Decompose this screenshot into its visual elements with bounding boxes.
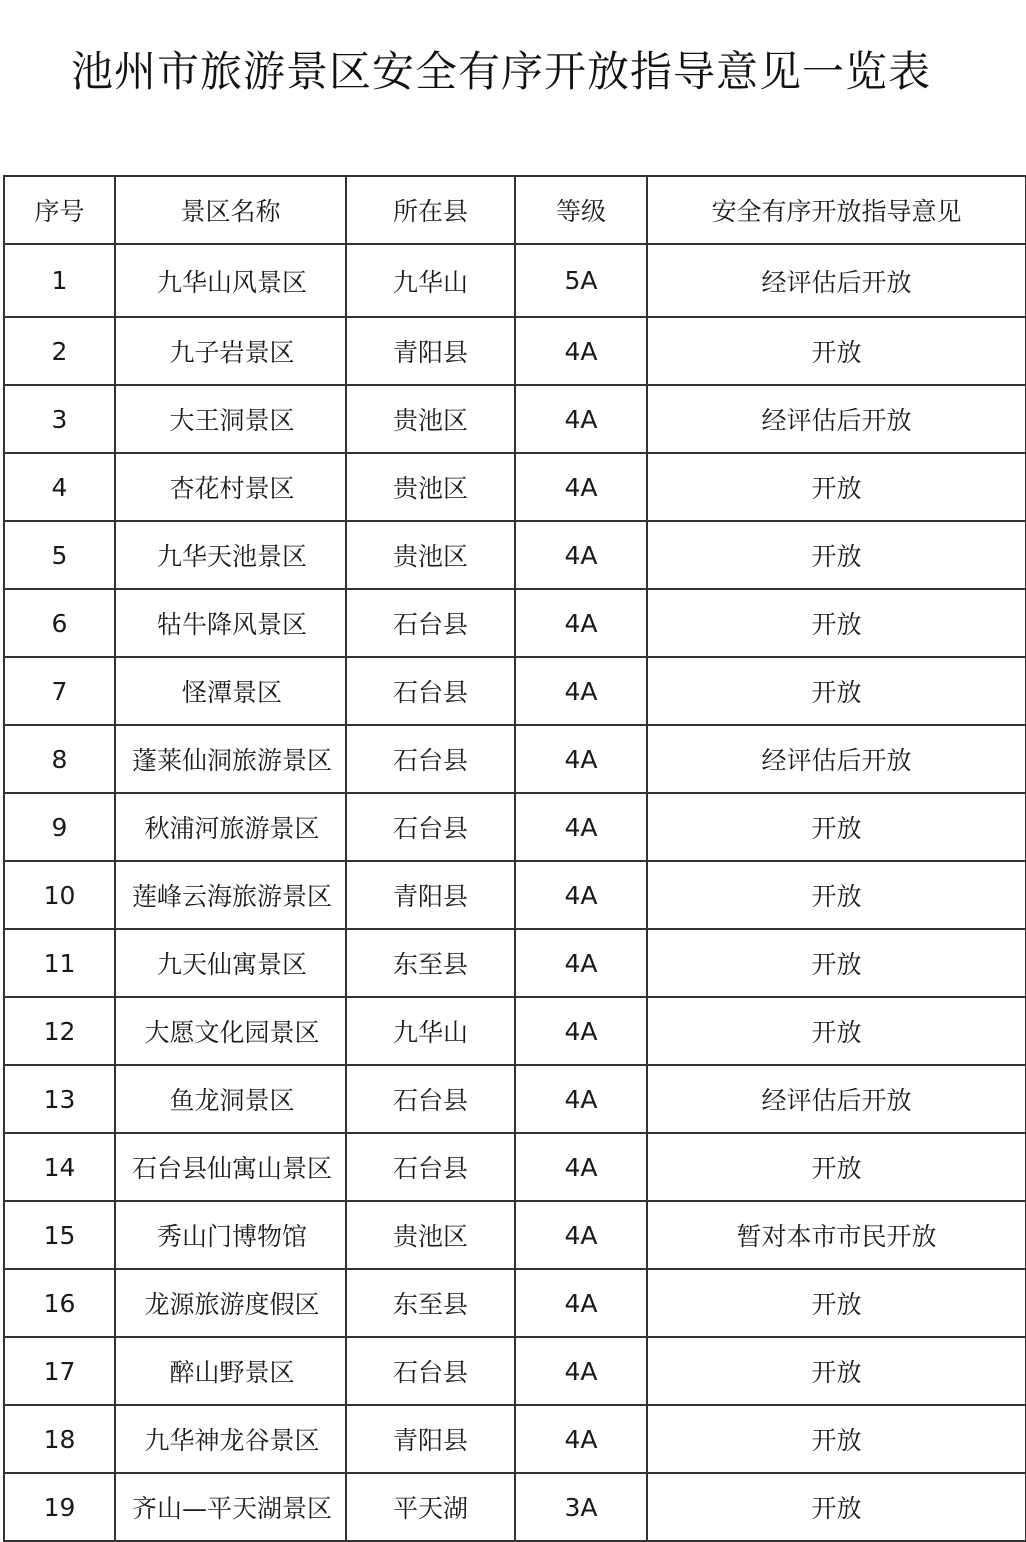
- cell-opinion: 开放: [647, 861, 1026, 929]
- header-level: 等级: [515, 176, 647, 244]
- cell-county: 石台县: [346, 725, 515, 793]
- cell-name: 秋浦河旅游景区: [115, 793, 346, 861]
- cell-county: 青阳县: [346, 1405, 515, 1473]
- cell-opinion: 开放: [647, 453, 1026, 521]
- table-row: [4, 793, 1026, 861]
- cell-opinion: 开放: [647, 657, 1026, 725]
- cell-index: 15: [4, 1201, 115, 1269]
- table-body: [4, 244, 1026, 1541]
- table-row: [4, 1405, 1026, 1473]
- cell-index: 8: [4, 725, 115, 793]
- table-row: [4, 657, 1026, 725]
- cell-opinion: 开放: [647, 589, 1026, 657]
- cell-name: 大王洞景区: [115, 385, 346, 453]
- table-row: [4, 589, 1026, 657]
- cell-county: 九华山: [346, 244, 515, 317]
- cell-name: 鱼龙洞景区: [115, 1065, 346, 1133]
- cell-level: 4A: [515, 725, 647, 793]
- cell-index: 6: [4, 589, 115, 657]
- table-row: [4, 929, 1026, 997]
- table-row: [4, 1337, 1026, 1405]
- cell-name: 九子岩景区: [115, 317, 346, 385]
- cell-county: 平天湖: [346, 1473, 515, 1541]
- cell-level: 4A: [515, 861, 647, 929]
- cell-name: 蓬莱仙洞旅游景区: [115, 725, 346, 793]
- cell-index: 19: [4, 1473, 115, 1541]
- cell-level: 4A: [515, 1269, 647, 1337]
- cell-name: 九天仙寓景区: [115, 929, 346, 997]
- cell-opinion: 开放: [647, 521, 1026, 589]
- cell-opinion: 开放: [647, 1337, 1026, 1405]
- cell-level: 4A: [515, 521, 647, 589]
- cell-name: 九华天池景区: [115, 521, 346, 589]
- cell-name: 九华山风景区: [115, 244, 346, 317]
- cell-level: 4A: [515, 997, 647, 1065]
- cell-opinion: 开放: [647, 1269, 1026, 1337]
- cell-level: 4A: [515, 793, 647, 861]
- cell-county: 东至县: [346, 929, 515, 997]
- cell-opinion: 开放: [647, 1473, 1026, 1541]
- table-row: [4, 1133, 1026, 1201]
- table-row: [4, 1065, 1026, 1133]
- cell-county: 石台县: [346, 793, 515, 861]
- cell-county: 石台县: [346, 657, 515, 725]
- cell-opinion: 开放: [647, 997, 1026, 1065]
- cell-index: 16: [4, 1269, 115, 1337]
- table-row: [4, 244, 1026, 317]
- cell-index: 3: [4, 385, 115, 453]
- cell-county: 石台县: [346, 1065, 515, 1133]
- cell-index: 9: [4, 793, 115, 861]
- cell-county: 九华山: [346, 997, 515, 1065]
- cell-name: 杏花村景区: [115, 453, 346, 521]
- cell-opinion: 开放: [647, 317, 1026, 385]
- header-index: 序号: [4, 176, 115, 244]
- table-row: [4, 861, 1026, 929]
- cell-index: 17: [4, 1337, 115, 1405]
- cell-county: 石台县: [346, 1133, 515, 1201]
- cell-level: 4A: [515, 657, 647, 725]
- cell-county: 贵池区: [346, 1201, 515, 1269]
- cell-index: 13: [4, 1065, 115, 1133]
- cell-name: 醉山野景区: [115, 1337, 346, 1405]
- cell-county: 石台县: [346, 1337, 515, 1405]
- cell-level: 4A: [515, 385, 647, 453]
- table-header-row: [4, 176, 1026, 244]
- cell-name: 石台县仙寓山景区: [115, 1133, 346, 1201]
- table-row: [4, 317, 1026, 385]
- cell-name: 莲峰云海旅游景区: [115, 861, 346, 929]
- cell-name: 怪潭景区: [115, 657, 346, 725]
- cell-index: 1: [4, 244, 115, 317]
- scenic-area-table: [3, 175, 1026, 1542]
- cell-county: 青阳县: [346, 317, 515, 385]
- cell-level: 4A: [515, 453, 647, 521]
- cell-county: 石台县: [346, 589, 515, 657]
- cell-name: 大愿文化园景区: [115, 997, 346, 1065]
- cell-county: 贵池区: [346, 453, 515, 521]
- cell-name: 齐山—平天湖景区: [115, 1473, 346, 1541]
- header-opinion: 安全有序开放指导意见: [647, 176, 1026, 244]
- cell-index: 10: [4, 861, 115, 929]
- cell-name: 龙源旅游度假区: [115, 1269, 346, 1337]
- cell-level: 4A: [515, 1337, 647, 1405]
- cell-opinion: 开放: [647, 929, 1026, 997]
- cell-level: 4A: [515, 1065, 647, 1133]
- cell-county: 贵池区: [346, 385, 515, 453]
- cell-county: 东至县: [346, 1269, 515, 1337]
- cell-level: 4A: [515, 589, 647, 657]
- cell-opinion: 经评估后开放: [647, 385, 1026, 453]
- cell-opinion: 开放: [647, 1405, 1026, 1473]
- cell-level: 5A: [515, 244, 647, 317]
- cell-opinion: 暂对本市市民开放: [647, 1201, 1026, 1269]
- table-row: [4, 997, 1026, 1065]
- header-name: 景区名称: [115, 176, 346, 244]
- cell-level: 4A: [515, 1133, 647, 1201]
- cell-index: 7: [4, 657, 115, 725]
- cell-index: 2: [4, 317, 115, 385]
- cell-opinion: 经评估后开放: [647, 244, 1026, 317]
- cell-index: 14: [4, 1133, 115, 1201]
- table-row: [4, 1473, 1026, 1541]
- cell-opinion: 开放: [647, 793, 1026, 861]
- cell-opinion: 经评估后开放: [647, 725, 1026, 793]
- table-row: [4, 385, 1026, 453]
- table-row: [4, 1201, 1026, 1269]
- cell-level: 4A: [515, 317, 647, 385]
- cell-level: 4A: [515, 1201, 647, 1269]
- cell-name: 牯牛降风景区: [115, 589, 346, 657]
- cell-opinion: 经评估后开放: [647, 1065, 1026, 1133]
- cell-index: 11: [4, 929, 115, 997]
- cell-name: 秀山门博物馆: [115, 1201, 346, 1269]
- cell-index: 12: [4, 997, 115, 1065]
- cell-level: 4A: [515, 1405, 647, 1473]
- cell-level: 3A: [515, 1473, 647, 1541]
- header-county: 所在县: [346, 176, 515, 244]
- cell-county: 贵池区: [346, 521, 515, 589]
- cell-county: 青阳县: [346, 861, 515, 929]
- table-row: [4, 725, 1026, 793]
- table-row: [4, 1269, 1026, 1337]
- cell-opinion: 开放: [647, 1133, 1026, 1201]
- cell-index: 18: [4, 1405, 115, 1473]
- page-title: 池州市旅游景区安全有序开放指导意见一览表: [70, 47, 931, 96]
- cell-index: 4: [4, 453, 115, 521]
- table-row: [4, 453, 1026, 521]
- cell-index: 5: [4, 521, 115, 589]
- cell-level: 4A: [515, 929, 647, 997]
- cell-name: 九华神龙谷景区: [115, 1405, 346, 1473]
- table-row: [4, 521, 1026, 589]
